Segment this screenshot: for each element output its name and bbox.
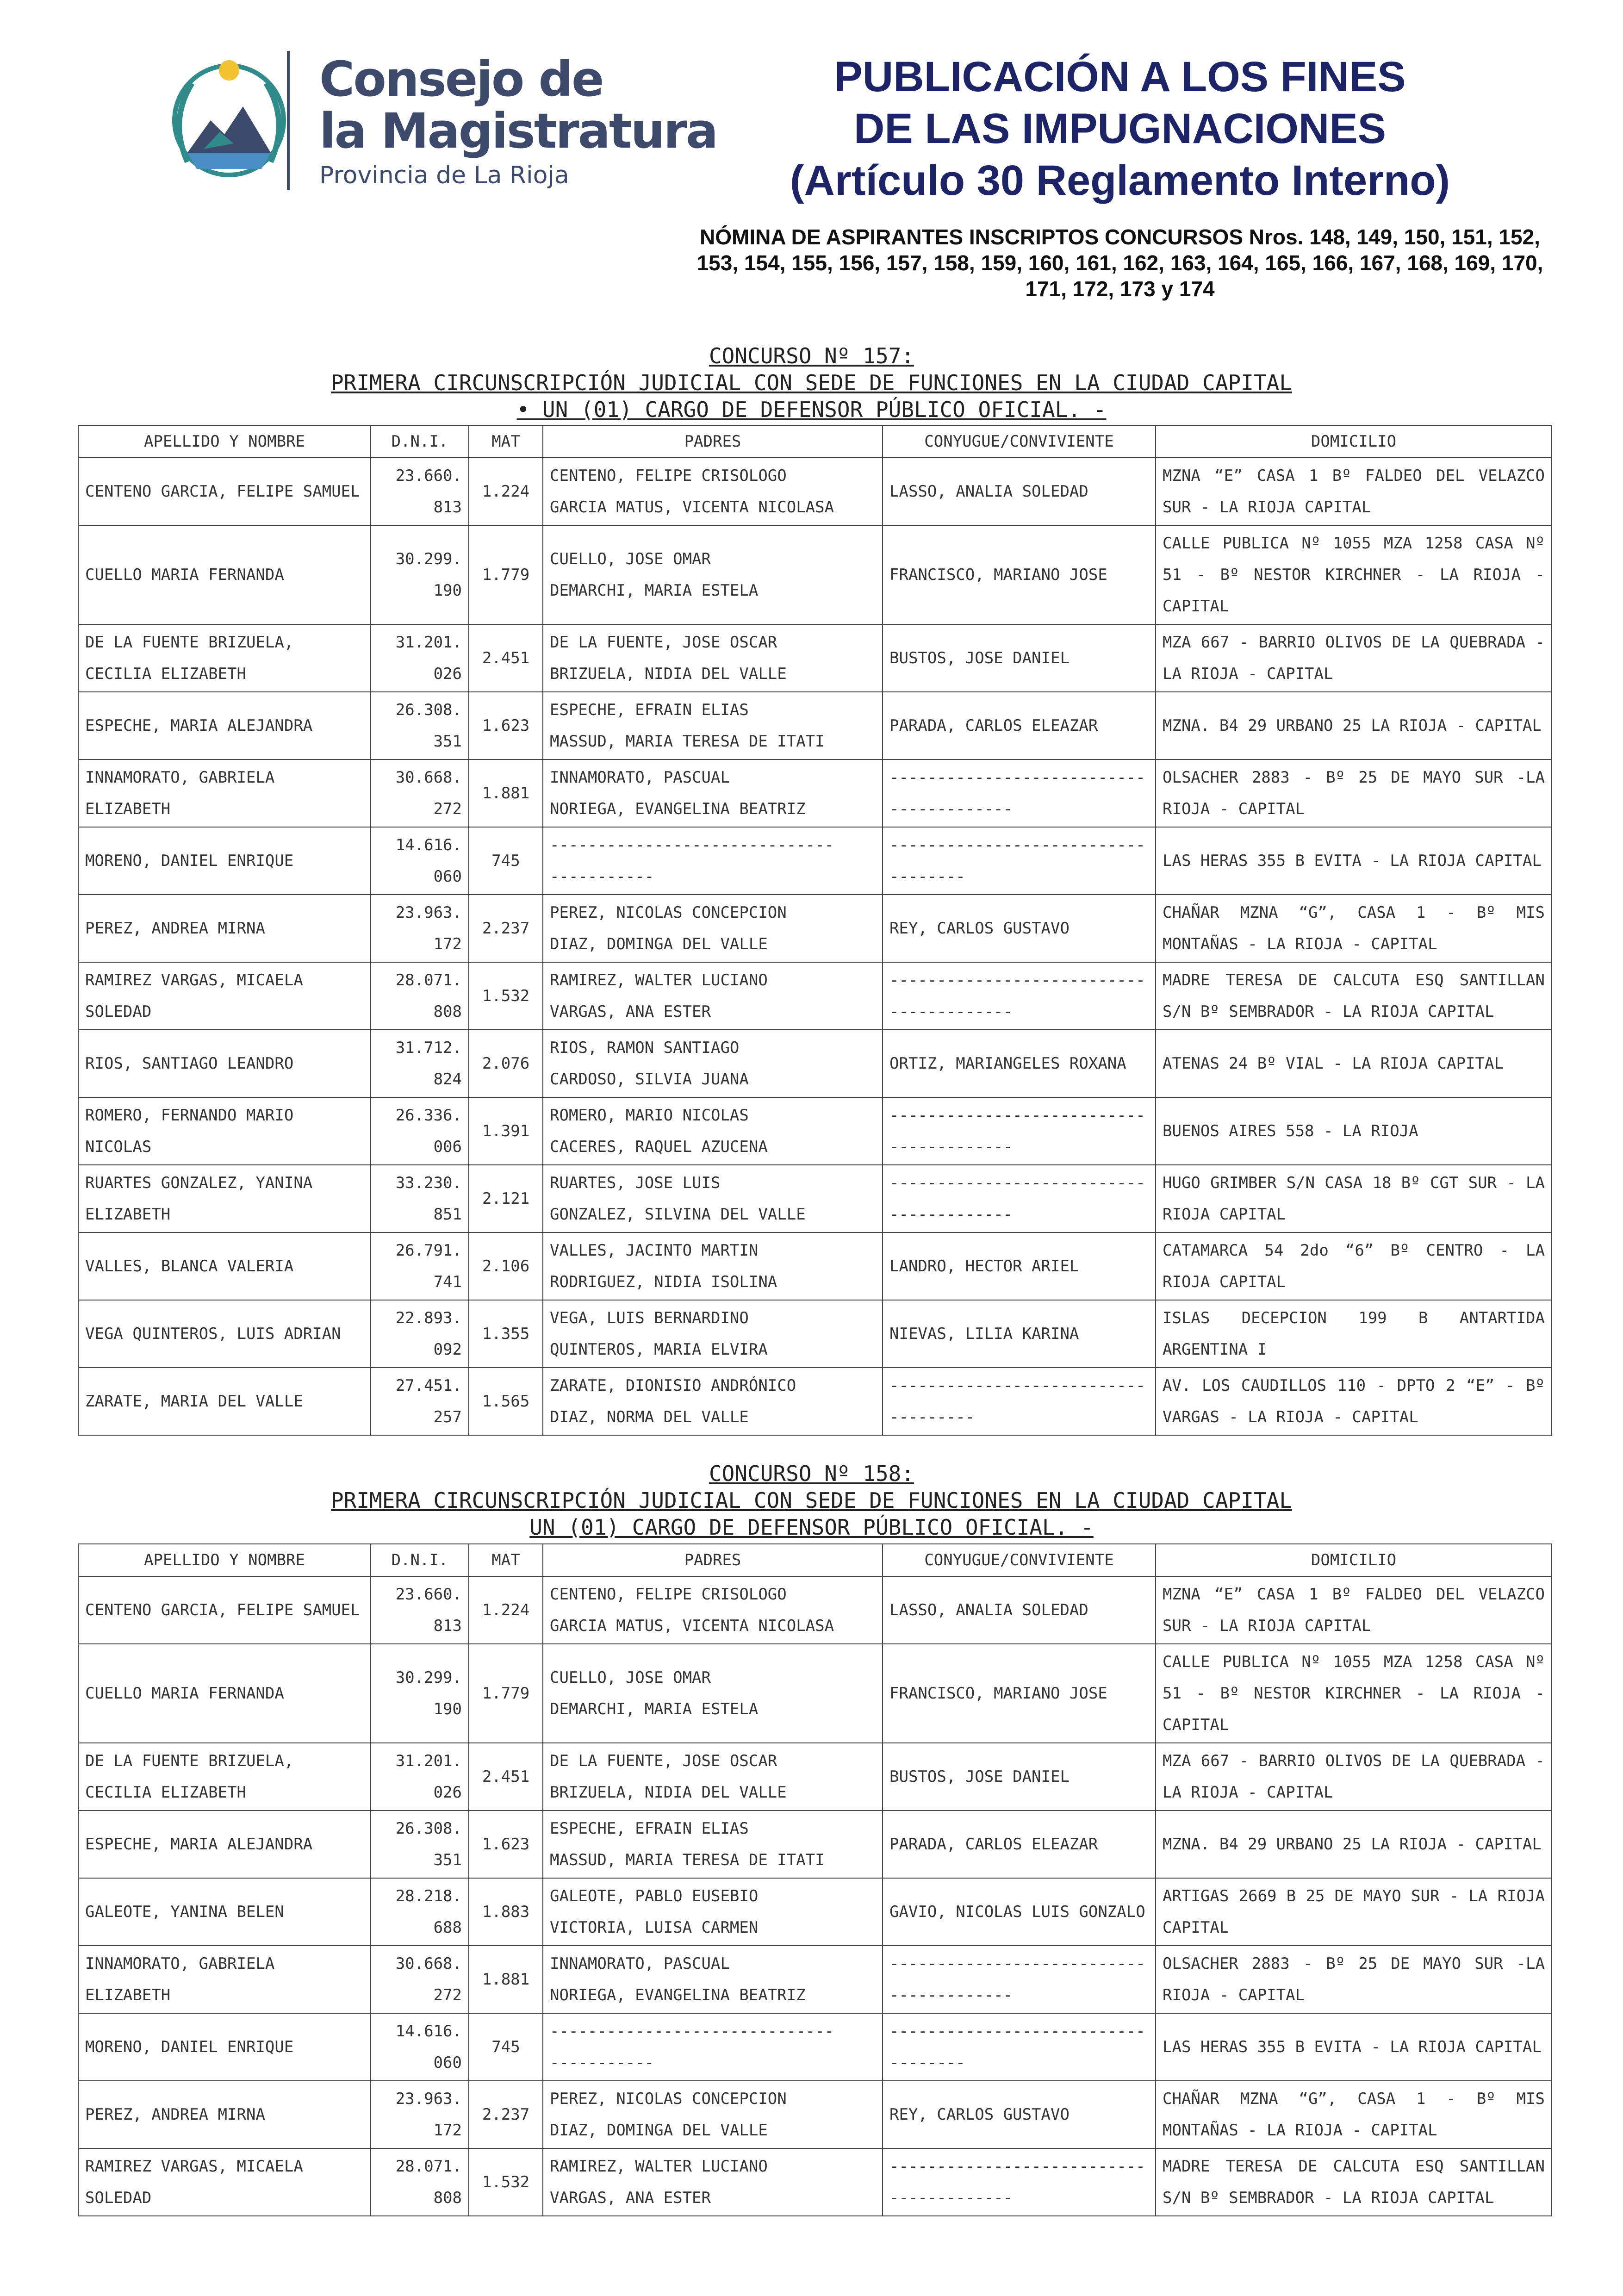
cell-dni: [371, 458, 469, 525]
dni-part-2: 272: [433, 1986, 462, 2004]
cell-conyuge: PARADA, CARLOS ELEAZAR: [883, 692, 1156, 759]
cell-dni: [371, 525, 469, 624]
padre-1: PEREZ, NICOLAS CONCEPCION: [550, 2090, 787, 2108]
dni-part-1: 23.963.: [395, 903, 462, 922]
cell-conyuge: ----------------------------------------: [883, 1946, 1156, 2013]
cell-padres: [543, 624, 883, 692]
cell-nombre: CENTENO GARCIA, FELIPE SAMUEL: [78, 458, 371, 525]
cell-conyuge: ----------------------------------------: [883, 1097, 1156, 1165]
cell-nombre: ESPECHE, MARIA ALEJANDRA: [78, 1811, 371, 1878]
table-row: [78, 1165, 1552, 1232]
padre-2: GARCIA MATUS, VICENTA NICOLASA: [550, 1617, 834, 1635]
cell-domicilio: MZA 667 - BARRIO OLIVOS DE LA QUEBRADA - LA RIOJA - CAPITAL: [1156, 624, 1552, 692]
cell-nombre: RIOS, SANTIAGO LEANDRO: [78, 1030, 371, 1097]
concurso-158-title: CONCURSO Nº 158:: [709, 1461, 914, 1486]
col-domicilio: DOMICILIO: [1156, 425, 1552, 458]
dni-part-1: 23.963.: [395, 2090, 462, 2108]
dni-part-2: 060: [433, 2053, 462, 2072]
cell-conyuge: REY, CARLOS GUSTAVO: [883, 895, 1156, 962]
cell-nombre: RAMIREZ VARGAS, MICAELA SOLEDAD: [78, 962, 371, 1030]
cell-padres: [543, 759, 883, 827]
dni-part-1: 28.218.: [395, 1887, 462, 1905]
cell-padres: [543, 1030, 883, 1097]
cell-padres: [543, 525, 883, 624]
seal-emblem-icon: [160, 51, 298, 190]
cell-padres: [543, 2013, 883, 2081]
dni-part-1: 31.201.: [395, 633, 462, 652]
dni-part-1: 14.616.: [395, 2022, 462, 2041]
padre-2: DEMARCHI, MARIA ESTELA: [550, 1700, 759, 1718]
dni-part-1: 30.668.: [395, 1954, 462, 1973]
concurso-158-table: [78, 1543, 1552, 2216]
cell-conyuge: LASSO, ANALIA SOLEDAD: [883, 458, 1156, 525]
dni-part-1: 26.336.: [395, 1106, 462, 1125]
table-row: [78, 1576, 1552, 1644]
padre-1: VEGA, LUIS BERNARDINO: [550, 1309, 749, 1327]
padre-1: PEREZ, NICOLAS CONCEPCION: [550, 903, 787, 922]
cell-nombre: INNAMORATO, GABRIELA ELIZABETH: [78, 759, 371, 827]
cell-domicilio: MZNA “E” CASA 1 Bº FALDEO DEL VELAZCO SUR - LA RIOJA CAPITAL: [1156, 1576, 1552, 1644]
padre-1: RIOS, RAMON SANTIAGO: [550, 1039, 740, 1057]
cell-domicilio: BUENOS AIRES 558 - LA RIOJA: [1156, 1097, 1552, 1165]
cell-domicilio: OLSACHER 2883 - Bº 25 DE MAYO SUR -LA RIOJA - CAPITAL: [1156, 759, 1552, 827]
table-row: [78, 1644, 1552, 1743]
table-row: [78, 1878, 1552, 1946]
cell-mat: 1.881: [469, 759, 543, 827]
cell-mat: 745: [469, 2013, 543, 2081]
cell-domicilio: MZNA “E” CASA 1 Bº FALDEO DEL VELAZCO SUR - LA RIOJA CAPITAL: [1156, 458, 1552, 525]
page-header: [0, 0, 1623, 324]
padre-1: ESPECHE, EFRAIN ELIAS: [550, 701, 749, 719]
padre-2: DIAZ, NORMA DEL VALLE: [550, 1408, 749, 1426]
cell-mat: 2.237: [469, 2081, 543, 2148]
table-header: [78, 425, 1552, 458]
col-conyugue: CONYUGUE/CONVIVIENTE: [883, 425, 1156, 458]
table-row: [78, 624, 1552, 692]
cell-nombre: RAMIREZ VARGAS, MICAELA SOLEDAD: [78, 2148, 371, 2216]
cell-padres: [543, 1300, 883, 1368]
dni-part-2: 813: [433, 498, 462, 516]
padre-2: BRIZUELA, NIDIA DEL VALLE: [550, 665, 787, 683]
padre-2: -----------: [550, 867, 654, 886]
dni-part-1: 27.451.: [395, 1376, 462, 1395]
table-row: [78, 525, 1552, 624]
cell-conyuge: ------------------------------------: [883, 1368, 1156, 1435]
padre-1: RAMIREZ, WALTER LUCIANO: [550, 971, 768, 989]
cell-domicilio: OLSACHER 2883 - Bº 25 DE MAYO SUR -LA RIOJA - CAPITAL: [1156, 1946, 1552, 2013]
col-padres: PADRES: [543, 1544, 883, 1576]
col-dni: D.N.I.: [371, 1544, 469, 1576]
padre-2: NORIEGA, EVANGELINA BEATRIZ: [550, 800, 806, 818]
cell-mat: 1.623: [469, 1811, 543, 1878]
cell-dni: [371, 692, 469, 759]
logo-subtitle: Provincia de La Rioja: [319, 162, 569, 189]
dni-part-2: 172: [433, 935, 462, 953]
dni-part-2: 257: [433, 1408, 462, 1426]
dni-part-2: 060: [433, 867, 462, 886]
cell-domicilio: MADRE TERESA DE CALCUTA ESQ SANTILLAN S/N Bº SEMBRADOR - LA RIOJA CAPITAL: [1156, 2148, 1552, 2216]
cell-mat: 2.451: [469, 1743, 543, 1811]
cell-nombre: VEGA QUINTEROS, LUIS ADRIAN: [78, 1300, 371, 1368]
dni-part-2: 026: [433, 665, 462, 683]
padre-2: DIAZ, DOMINGA DEL VALLE: [550, 2121, 768, 2140]
padre-1: VALLES, JACINTO MARTIN: [550, 1241, 759, 1260]
cell-padres: [543, 1368, 883, 1435]
cell-padres: [543, 458, 883, 525]
padre-2: -----------: [550, 2053, 654, 2072]
dni-part-2: 092: [433, 1340, 462, 1359]
table-row: [78, 2081, 1552, 2148]
title-line-3: (Artículo 30 Reglamento Interno): [790, 157, 1450, 204]
dni-part-2: 824: [433, 1070, 462, 1089]
dni-part-1: 30.299.: [395, 550, 462, 568]
concurso-157-table: [78, 425, 1552, 1436]
cell-domicilio: CATAMARCA 54 2do “6” Bº CENTRO - LA RIOJA CAPITAL: [1156, 1232, 1552, 1300]
cell-dni: [371, 1165, 469, 1232]
cell-dni: [371, 1576, 469, 1644]
dni-part-1: 26.308.: [395, 701, 462, 719]
cell-padres: [543, 827, 883, 895]
cell-dni: [371, 1097, 469, 1165]
cell-conyuge: ----------------------------------------: [883, 1165, 1156, 1232]
padre-2: GONZALEZ, SILVINA DEL VALLE: [550, 1205, 806, 1224]
cell-nombre: PEREZ, ANDREA MIRNA: [78, 895, 371, 962]
cell-domicilio: MZNA. B4 29 URBANO 25 LA RIOJA - CAPITAL: [1156, 1811, 1552, 1878]
cell-mat: 1.224: [469, 458, 543, 525]
table-row: [78, 1811, 1552, 1878]
padre-1: ------------------------------: [550, 2022, 834, 2041]
dni-part-1: 31.712.: [395, 1039, 462, 1057]
cell-conyuge: REY, CARLOS GUSTAVO: [883, 2081, 1156, 2148]
dni-part-1: 23.660.: [395, 467, 462, 485]
dni-part-2: 351: [433, 1851, 462, 1869]
col-padres: PADRES: [543, 425, 883, 458]
dni-part-1: 31.201.: [395, 1752, 462, 1770]
table-body: [78, 1576, 1552, 2216]
cell-dni: [371, 2148, 469, 2216]
table-body: [78, 458, 1552, 1435]
dni-part-2: 351: [433, 732, 462, 751]
table-row: [78, 827, 1552, 895]
concurso-157-title: CONCURSO Nº 157:: [709, 343, 914, 368]
padre-1: DE LA FUENTE, JOSE OSCAR: [550, 1752, 777, 1770]
cell-conyuge: FRANCISCO, MARIANO JOSE: [883, 1644, 1156, 1743]
cell-nombre: MORENO, DANIEL ENRIQUE: [78, 827, 371, 895]
padre-1: GALEOTE, PABLO EUSEBIO: [550, 1887, 759, 1905]
table-row: [78, 1030, 1552, 1097]
padre-1: CENTENO, FELIPE CRISOLOGO: [550, 1585, 787, 1604]
logo-text: [319, 53, 717, 194]
cell-domicilio: AV. LOS CAUDILLOS 110 - DPTO 2 “E” - Bº VARGAS - LA RIOJA - CAPITAL: [1156, 1368, 1552, 1435]
padre-2: DEMARCHI, MARIA ESTELA: [550, 581, 759, 600]
dni-part-2: 172: [433, 2121, 462, 2140]
cell-domicilio: CALLE PUBLICA Nº 1055 MZA 1258 CASA Nº 51 - Bº NESTOR KIRCHNER - LA RIOJA - CAPITAL: [1156, 525, 1552, 624]
cell-mat: 1.532: [469, 2148, 543, 2216]
cell-mat: 1.391: [469, 1097, 543, 1165]
cell-conyuge: BUSTOS, JOSE DANIEL: [883, 624, 1156, 692]
concurso-158-cargo: UN (01) CARGO DE DEFENSOR PÚBLICO OFICIAL. -: [529, 1515, 1094, 1540]
dni-part-2: 808: [433, 1002, 462, 1021]
cell-domicilio: MADRE TERESA DE CALCUTA ESQ SANTILLAN S/N Bº SEMBRADOR - LA RIOJA CAPITAL: [1156, 962, 1552, 1030]
cell-padres: [543, 692, 883, 759]
concurso-158-circunscripcion: PRIMERA CIRCUNSCRIPCIÓN JUDICIAL CON SEDE DE FUNCIONES EN LA CIUDAD CAPITAL: [330, 1488, 1293, 1513]
dni-part-2: 190: [433, 581, 462, 600]
cell-dni: [371, 962, 469, 1030]
cell-mat: 2.076: [469, 1030, 543, 1097]
cell-domicilio: MZNA. B4 29 URBANO 25 LA RIOJA - CAPITAL: [1156, 692, 1552, 759]
cell-padres: [543, 895, 883, 962]
cell-mat: 2.237: [469, 895, 543, 962]
concurso-158-heading: [0, 1460, 1623, 1541]
dni-part-1: 28.071.: [395, 971, 462, 989]
col-apellido-nombre: APELLIDO Y NOMBRE: [78, 1544, 371, 1576]
cell-conyuge: -----------------------------------: [883, 2013, 1156, 2081]
col-apellido-nombre: APELLIDO Y NOMBRE: [78, 425, 371, 458]
cell-dni: [371, 2013, 469, 2081]
padre-2: MASSUD, MARIA TERESA DE ITATI: [550, 732, 825, 751]
dni-part-1: 30.668.: [395, 768, 462, 787]
cell-mat: 1.355: [469, 1300, 543, 1368]
padre-2: RODRIGUEZ, NIDIA ISOLINA: [550, 1273, 777, 1291]
padre-2: CACERES, RAQUEL AZUCENA: [550, 1138, 768, 1156]
dni-part-1: 33.230.: [395, 1174, 462, 1192]
padre-1: ESPECHE, EFRAIN ELIAS: [550, 1819, 749, 1838]
dni-part-1: 28.071.: [395, 2157, 462, 2176]
cell-dni: [371, 1743, 469, 1811]
cell-conyuge: ----------------------------------------: [883, 962, 1156, 1030]
cell-padres: [543, 1232, 883, 1300]
cell-nombre: VALLES, BLANCA VALERIA: [78, 1232, 371, 1300]
cell-nombre: DE LA FUENTE BRIZUELA, CECILIA ELIZABETH: [78, 624, 371, 692]
cell-mat: 1.779: [469, 1644, 543, 1743]
cell-domicilio: MZA 667 - BARRIO OLIVOS DE LA QUEBRADA - LA RIOJA - CAPITAL: [1156, 1743, 1552, 1811]
padre-1: ZARATE, DIONISIO ANDRÓNICO: [550, 1376, 796, 1395]
dni-part-2: 006: [433, 1138, 462, 1156]
header-row: [78, 425, 1552, 458]
dni-part-1: 26.791.: [395, 1241, 462, 1260]
cell-dni: [371, 1300, 469, 1368]
cell-padres: [543, 2081, 883, 2148]
cell-domicilio: ISLAS DECEPCION 199 B ANTARTIDA ARGENTINA I: [1156, 1300, 1552, 1368]
logo-divider: [287, 51, 292, 190]
cell-mat: 1.881: [469, 1946, 543, 2013]
logo-line-2: la Magistratura: [319, 103, 717, 159]
cell-dni: [371, 827, 469, 895]
dni-part-2: 741: [433, 1273, 462, 1291]
dni-part-1: 26.308.: [395, 1819, 462, 1838]
cell-padres: [543, 1097, 883, 1165]
padre-1: CUELLO, JOSE OMAR: [550, 1668, 711, 1687]
cell-dni: [371, 1644, 469, 1743]
title-line-2: DE LAS IMPUGNACIONES: [853, 105, 1387, 152]
cell-dni: [371, 1232, 469, 1300]
cell-padres: [543, 1576, 883, 1644]
cell-domicilio: ATENAS 24 Bº VIAL - LA RIOJA CAPITAL: [1156, 1030, 1552, 1097]
cell-mat: 1.883: [469, 1878, 543, 1946]
cell-nombre: RUARTES GONZALEZ, YANINA ELIZABETH: [78, 1165, 371, 1232]
cell-domicilio: LAS HERAS 355 B EVITA - LA RIOJA CAPITAL: [1156, 2013, 1552, 2081]
cell-dni: [371, 1811, 469, 1878]
cell-dni: [371, 2081, 469, 2148]
title-line-1: PUBLICACIÓN A LOS FINES: [834, 53, 1406, 100]
cell-nombre: CENTENO GARCIA, FELIPE SAMUEL: [78, 1576, 371, 1644]
cell-mat: 1.224: [469, 1576, 543, 1644]
dni-part-1: 30.299.: [395, 1668, 462, 1687]
concurso-157-cargo: • UN (01) CARGO DE DEFENSOR PÚBLICO OFICIAL. -: [516, 397, 1107, 422]
cell-nombre: ZARATE, MARIA DEL VALLE: [78, 1368, 371, 1435]
padre-2: VARGAS, ANA ESTER: [550, 1002, 711, 1021]
cell-mat: 1.532: [469, 962, 543, 1030]
cell-conyuge: ----------------------------------------: [883, 759, 1156, 827]
col-domicilio: DOMICILIO: [1156, 1544, 1552, 1576]
table-row: [78, 2148, 1552, 2216]
cell-dni: [371, 759, 469, 827]
cell-conyuge: ----------------------------------------: [883, 2148, 1156, 2216]
publication-title: [685, 51, 1555, 302]
dni-part-2: 813: [433, 1617, 462, 1635]
cell-mat: 2.451: [469, 624, 543, 692]
padre-1: CUELLO, JOSE OMAR: [550, 550, 711, 568]
cell-nombre: ROMERO, FERNANDO MARIO NICOLAS: [78, 1097, 371, 1165]
cell-dni: [371, 624, 469, 692]
cell-padres: [543, 1878, 883, 1946]
table-row: [78, 692, 1552, 759]
cell-domicilio: LAS HERAS 355 B EVITA - LA RIOJA CAPITAL: [1156, 827, 1552, 895]
cell-conyuge: LASSO, ANALIA SOLEDAD: [883, 1576, 1156, 1644]
cell-mat: 1.565: [469, 1368, 543, 1435]
cell-dni: [371, 895, 469, 962]
cell-mat: 1.623: [469, 692, 543, 759]
cell-mat: 2.106: [469, 1232, 543, 1300]
table-row: [78, 458, 1552, 525]
cell-mat: 1.779: [469, 525, 543, 624]
padre-2: VICTORIA, LUISA CARMEN: [550, 1918, 759, 1937]
padre-2: BRIZUELA, NIDIA DEL VALLE: [550, 1783, 787, 1802]
table-row: [78, 1743, 1552, 1811]
padre-1: ------------------------------: [550, 836, 834, 854]
dni-part-2: 190: [433, 1700, 462, 1718]
cell-conyuge: ORTIZ, MARIANGELES ROXANA: [883, 1030, 1156, 1097]
cell-nombre: CUELLO MARIA FERNANDA: [78, 525, 371, 624]
cell-nombre: ESPECHE, MARIA ALEJANDRA: [78, 692, 371, 759]
cell-padres: [543, 1165, 883, 1232]
cell-conyuge: -----------------------------------: [883, 827, 1156, 895]
cell-padres: [543, 962, 883, 1030]
cell-domicilio: CHAÑAR MZNA “G”, CASA 1 - Bº MIS MONTAÑAS - LA RIOJA - CAPITAL: [1156, 2081, 1552, 2148]
cell-conyuge: BUSTOS, JOSE DANIEL: [883, 1743, 1156, 1811]
table-row: [78, 1097, 1552, 1165]
cell-nombre: DE LA FUENTE BRIZUELA, CECILIA ELIZABETH: [78, 1743, 371, 1811]
table-header: [78, 1544, 1552, 1576]
padre-1: RAMIREZ, WALTER LUCIANO: [550, 2157, 768, 2176]
cell-domicilio: ARTIGAS 2669 B 25 DE MAYO SUR - LA RIOJA CAPITAL: [1156, 1878, 1552, 1946]
padre-1: CENTENO, FELIPE CRISOLOGO: [550, 467, 787, 485]
dni-part-2: 688: [433, 1918, 462, 1937]
padre-1: INNAMORATO, PASCUAL: [550, 768, 730, 787]
dni-part-2: 272: [433, 800, 462, 818]
table-row: [78, 895, 1552, 962]
cell-padres: [543, 1946, 883, 2013]
col-mat: MAT: [469, 425, 543, 458]
cell-conyuge: FRANCISCO, MARIANO JOSE: [883, 525, 1156, 624]
cell-conyuge: NIEVAS, LILIA KARINA: [883, 1300, 1156, 1368]
dni-part-1: 14.616.: [395, 836, 462, 854]
cell-nombre: INNAMORATO, GABRIELA ELIZABETH: [78, 1946, 371, 2013]
padre-2: VARGAS, ANA ESTER: [550, 2189, 711, 2207]
table-row: [78, 1300, 1552, 1368]
padre-1: ROMERO, MARIO NICOLAS: [550, 1106, 749, 1125]
padre-2: NORIEGA, EVANGELINA BEATRIZ: [550, 1986, 806, 2004]
table-row: [78, 962, 1552, 1030]
cell-dni: [371, 1878, 469, 1946]
logo-line-1: Consejo de: [319, 51, 603, 107]
dni-part-2: 026: [433, 1783, 462, 1802]
dni-part-2: 851: [433, 1205, 462, 1224]
table-row: [78, 1946, 1552, 2013]
padre-1: INNAMORATO, PASCUAL: [550, 1954, 730, 1973]
padre-2: CARDOSO, SILVIA JUANA: [550, 1070, 749, 1089]
padre-2: GARCIA MATUS, VICENTA NICOLASA: [550, 498, 834, 516]
dni-part-1: 22.893.: [395, 1309, 462, 1327]
col-conyugue: CONYUGUE/CONVIVIENTE: [883, 1544, 1156, 1576]
cell-nombre: GALEOTE, YANINA BELEN: [78, 1878, 371, 1946]
cell-padres: [543, 1743, 883, 1811]
header-row: [78, 1544, 1552, 1576]
padre-2: MASSUD, MARIA TERESA DE ITATI: [550, 1851, 825, 1869]
padre-2: QUINTEROS, MARIA ELVIRA: [550, 1340, 768, 1359]
cell-nombre: CUELLO MARIA FERNANDA: [78, 1644, 371, 1743]
dni-part-2: 808: [433, 2189, 462, 2207]
cell-nombre: PEREZ, ANDREA MIRNA: [78, 2081, 371, 2148]
cell-dni: [371, 1030, 469, 1097]
cell-mat: 745: [469, 827, 543, 895]
cell-domicilio: CHAÑAR MZNA “G”, CASA 1 - Bº MIS MONTAÑAS - LA RIOJA - CAPITAL: [1156, 895, 1552, 962]
padre-1: RUARTES, JOSE LUIS: [550, 1174, 721, 1192]
table-row: [78, 2013, 1552, 2081]
cell-domicilio: CALLE PUBLICA Nº 1055 MZA 1258 CASA Nº 51 - Bº NESTOR KIRCHNER - LA RIOJA - CAPITAL: [1156, 1644, 1552, 1743]
padre-1: DE LA FUENTE, JOSE OSCAR: [550, 633, 777, 652]
padre-2: DIAZ, DOMINGA DEL VALLE: [550, 935, 768, 953]
nomina-subtitle: NÓMINA DE ASPIRANTES INSCRIPTOS CONCURSOS Nros. 148, 149, 150, 151, 152, 153, 154, 155, 156, 157, 158, 159, 160, 161, 162, 163, 164, 165, 166, 167, 168, 169, 170, 171, 172, 173 y 174: [696, 225, 1543, 301]
cell-dni: [371, 1946, 469, 2013]
cell-padres: [543, 1811, 883, 1878]
cell-domicilio: HUGO GRIMBER S/N CASA 18 Bº CGT SUR - LA RIOJA CAPITAL: [1156, 1165, 1552, 1232]
col-mat: MAT: [469, 1544, 543, 1576]
cell-conyuge: LANDRO, HECTOR ARIEL: [883, 1232, 1156, 1300]
table-row: [78, 1368, 1552, 1435]
cell-padres: [543, 2148, 883, 2216]
table-row: [78, 1232, 1552, 1300]
dni-part-1: 23.660.: [395, 1585, 462, 1604]
col-dni: D.N.I.: [371, 425, 469, 458]
cell-mat: 2.121: [469, 1165, 543, 1232]
cell-padres: [543, 1644, 883, 1743]
cell-conyuge: GAVIO, NICOLAS LUIS GONZALO: [883, 1878, 1156, 1946]
concurso-157-heading: [0, 342, 1623, 423]
cell-dni: [371, 1368, 469, 1435]
cell-conyuge: PARADA, CARLOS ELEAZAR: [883, 1811, 1156, 1878]
table-row: [78, 759, 1552, 827]
cell-nombre: MORENO, DANIEL ENRIQUE: [78, 2013, 371, 2081]
concurso-157-circunscripcion: PRIMERA CIRCUNSCRIPCIÓN JUDICIAL CON SEDE DE FUNCIONES EN LA CIUDAD CAPITAL: [330, 370, 1293, 395]
